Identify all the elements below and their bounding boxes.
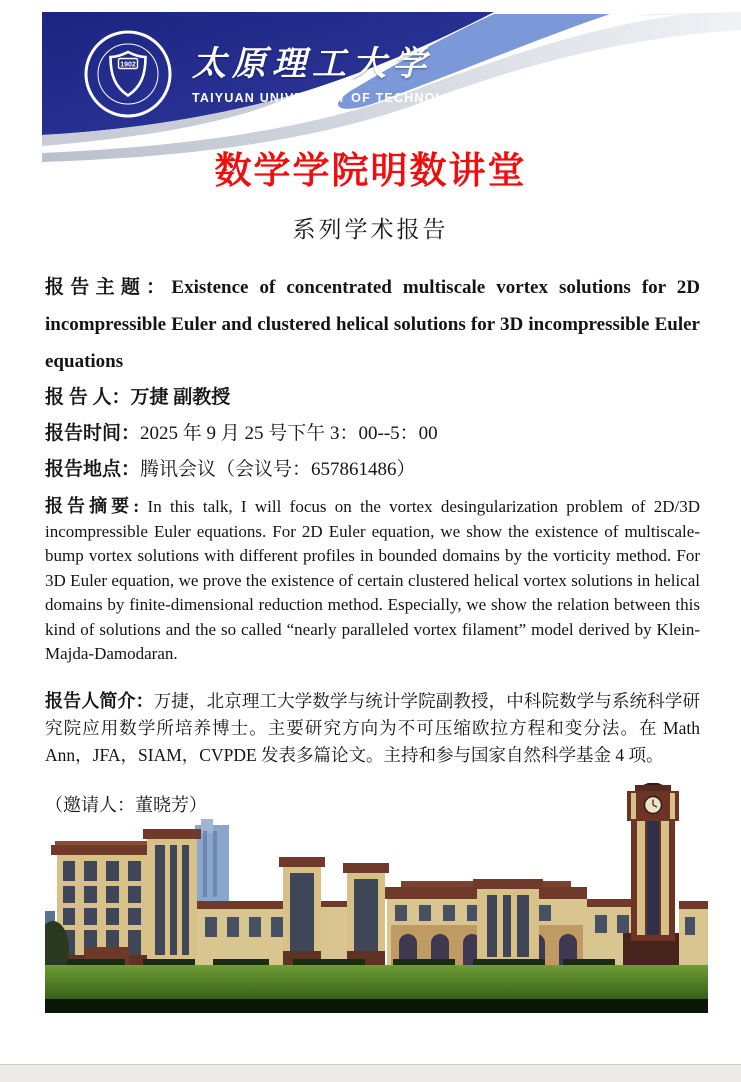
inviter-line: （邀请人：董晓芳） <box>45 794 207 815</box>
page-footer-band <box>0 1064 741 1082</box>
campus-photo <box>45 783 708 1013</box>
time-value: 2025 年 9 月 25 号下午 3：00--5：00 <box>140 423 438 444</box>
venue-value: 腾讯会议（会议号：657861486） <box>140 459 416 480</box>
bio-text: 万捷，北京理工大学数学与统计学院副教授，中科院数学与系统科学研究院应用数学所培养博士。主要研究方向为不可压缩欧拉方程和变分法。在 Math Ann，JFA，SIAM，CVPDE 发表多篇论文。主持和参与国家自然科学基金 4 项。 <box>45 690 700 765</box>
page-subtitle: 系列学术报告 <box>292 217 449 242</box>
bio-paragraph <box>45 688 700 769</box>
university-name-en: TAIYUAN UNIVERSITY OF TECHNOLOGY <box>192 91 476 105</box>
page-title: 数学学院明数讲堂 <box>214 151 527 192</box>
seal-year-text: 1902 <box>120 61 136 69</box>
speaker-label: 报 告 人： <box>45 387 131 408</box>
campus-building-illustration <box>45 783 708 1013</box>
bio-label: 报告人简介： <box>45 690 154 711</box>
time-line <box>45 416 700 452</box>
venue-label: 报告地点： <box>45 459 141 480</box>
venue-line <box>45 452 700 488</box>
poster-body <box>45 269 700 819</box>
abstract-text: In this talk, I will focus on the vortex desingularization problem of 2D/3D incompressible Euler equations. For 2D Euler equation, we show the existence of multiscale-bump vortex solutions with different profiles in bounded domains by the vorticity method. For 3D Euler equation, we prove the existence of certain clustered helical vortex solutions in helical domains by finite-dimensional reduction method. Especially, we show the relation between this kind of solutions and the so called “nearly paralleled vortex filament” model derived by Klein-Majda-Damodaran. <box>45 497 700 663</box>
topic-text: Existence of concentrated multiscale vortex solutions for 2D incompressible Euler and clustered helical solutions for 3D incompressible Euler equations <box>45 277 700 372</box>
university-name-zh: 太原理工大学 <box>192 46 432 83</box>
speaker-name: 万捷 副教授 <box>130 387 231 408</box>
speaker-line <box>45 380 700 416</box>
topic-label: 报告主题： <box>45 277 172 298</box>
abstract-label: 报告摘要: <box>45 496 140 516</box>
report-topic-line <box>45 269 700 380</box>
time-label: 报告时间： <box>45 423 141 444</box>
abstract-paragraph <box>45 494 700 667</box>
